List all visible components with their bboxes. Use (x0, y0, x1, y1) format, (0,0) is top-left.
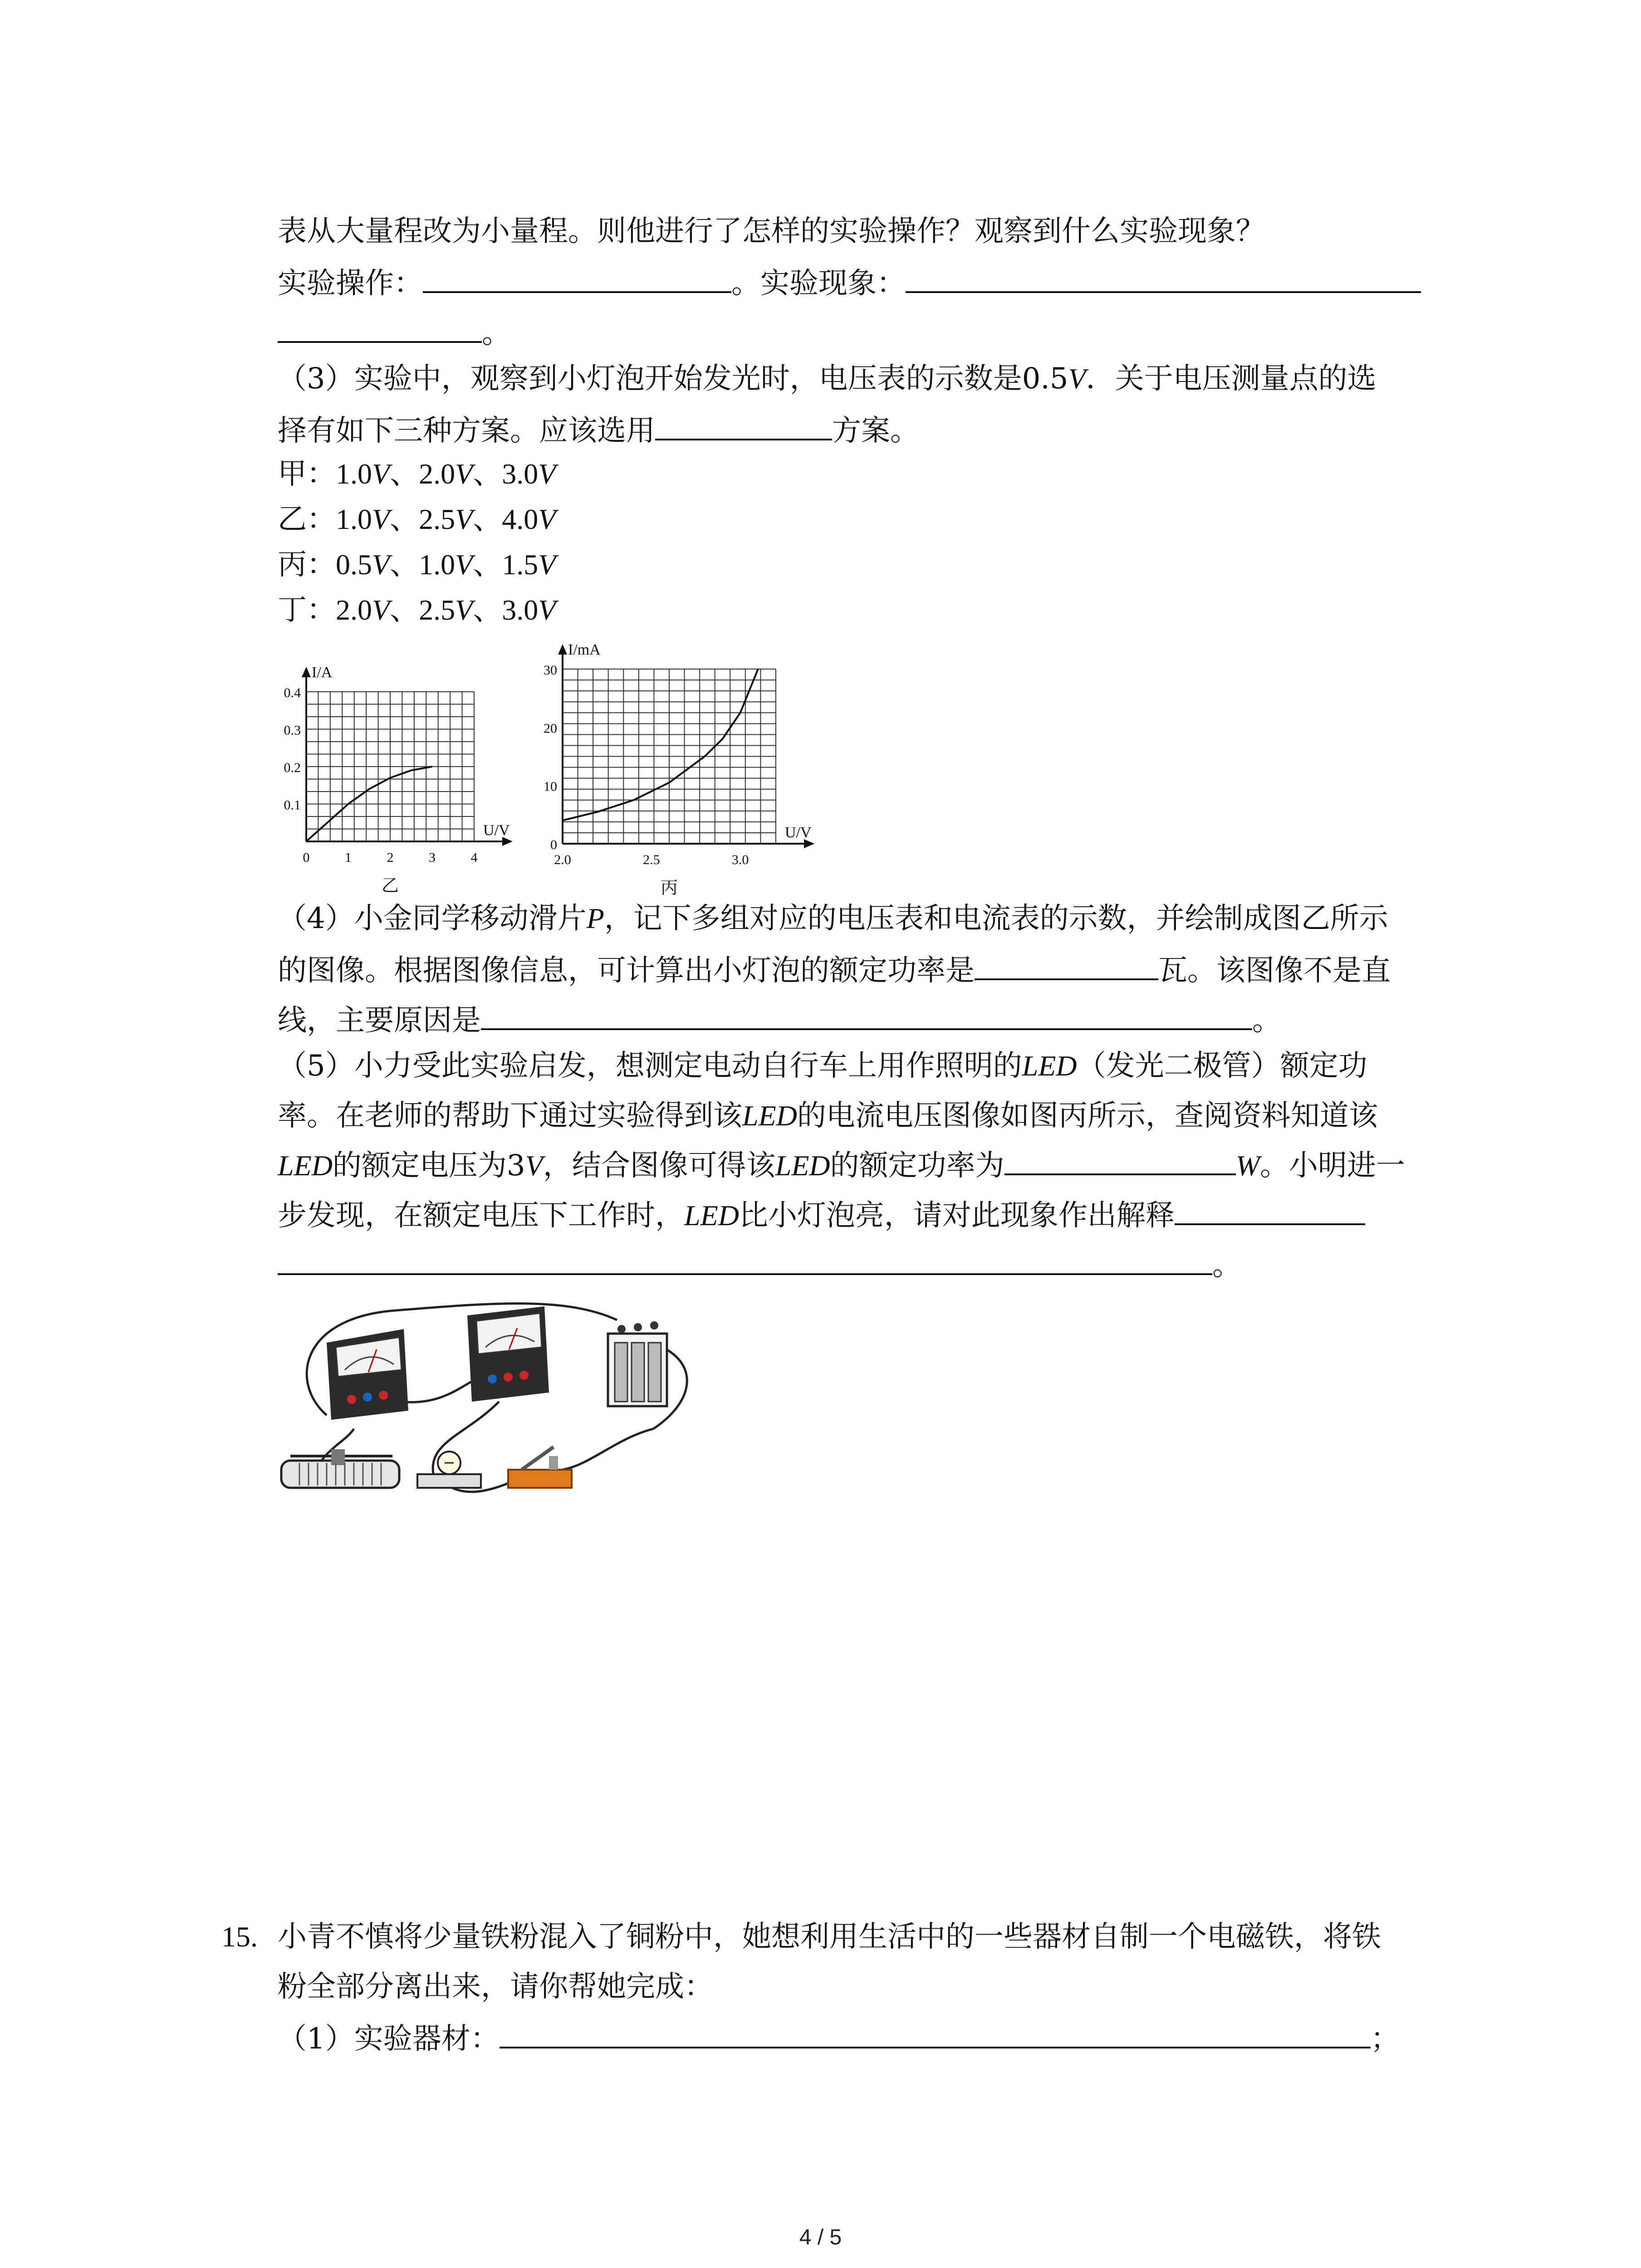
option-yi: 乙：1.0V、2.5V、4.0V (278, 503, 556, 536)
lamp (417, 1452, 481, 1488)
y-tick-label: 0.3 (284, 723, 301, 738)
x-tick-label: 4 (470, 850, 478, 865)
q14-p5-line3: LED的额定电压为3V，结合图像可得该LED的额定功率为 W。小明进一 (278, 1145, 1405, 1184)
answer-blank-scheme[interactable] (655, 411, 832, 440)
x-tick-label: 2 (387, 850, 394, 865)
circuit-figure (272, 1293, 726, 1501)
answer-blank-phenomenon-cont[interactable] (278, 313, 482, 343)
answer-blank-operation[interactable] (423, 263, 731, 293)
y-tick-label: 0 (550, 837, 557, 852)
q14-p2-line2: 实验操作： 。实验现象： (278, 263, 1421, 302)
rheostat (281, 1449, 399, 1488)
chart-bing (513, 635, 830, 912)
y-tick-label: 30 (544, 663, 557, 678)
option-bing: 丙：0.5V、1.0V、1.5V (278, 548, 556, 582)
option-ding: 丁：2.0V、2.5V、3.0V (278, 593, 556, 627)
q14-p5-line4: 步发现，在额定电压下工作时，LED比小灯泡亮，请对此现象作出解释 (278, 1195, 1365, 1234)
chart-caption: 乙 (381, 876, 399, 895)
x-tick-label: 1 (345, 850, 352, 865)
y-tick-label: 0.2 (284, 760, 301, 775)
q15-line2: 粉全部分离出来，请你帮她完成： (278, 1970, 713, 2004)
q14-p2-line3: 。 (278, 313, 511, 352)
x-tick-label: 3 (429, 850, 436, 865)
answer-blank-materials[interactable] (500, 2019, 1371, 2048)
chart-yi (268, 658, 522, 912)
y-tick-label: 20 (544, 721, 557, 736)
y-axis-label: I/mA (568, 641, 601, 658)
x-axis-label: U/V (483, 822, 510, 839)
x-tick-label: 0 (303, 850, 310, 865)
battery-box (608, 1321, 667, 1406)
chart-caption: 丙 (660, 879, 678, 898)
answer-blank-explanation-cont[interactable] (278, 1245, 1212, 1275)
y-tick-label: 10 (544, 779, 557, 794)
series-line (563, 669, 758, 821)
voltmeter (467, 1306, 549, 1402)
y-axis-arrow (558, 644, 567, 655)
y-axis-label: I/A (312, 664, 333, 681)
y-tick-label: 0.4 (284, 685, 301, 700)
q14-p3-line2: 择有如下三种方案。应该选用 方案。 (278, 411, 919, 449)
answer-blank-led-power[interactable] (1004, 1145, 1236, 1175)
answer-blank-reason[interactable] (481, 1000, 1252, 1030)
q15-number: 15. (221, 1921, 258, 1953)
option-jia: 甲：1.0V、2.0V、3.0V (278, 457, 556, 491)
q15-line1: 小青不慎将少量铁粉混入了铜粉中，她想利用生活中的一些器材自制一个电磁铁，将铁 (278, 1920, 1381, 1954)
switch (508, 1447, 572, 1488)
answer-blank-rated-power[interactable] (975, 950, 1158, 980)
q14-p4-line3: 线，主要原因是 。 (278, 1000, 1281, 1039)
ammeter (327, 1329, 408, 1420)
page-number: 4 / 5 (799, 2225, 842, 2249)
x-tick-label: 2.0 (554, 852, 571, 867)
x-tick-label: 3.0 (731, 852, 749, 867)
q14-p4-line2: 的图像。根据图像信息，可计算出小灯泡的额定功率是 瓦。该图像不是直 (278, 950, 1391, 989)
q14-p2-line1: 表从大量程改为小量程。则他进行了怎样的实验操作？观察到什么实验现象？ (278, 215, 1265, 248)
q14-p5-line1: （5）小力受此实验启发，想测定电动自行车上用作照明的LED（发光二极管）额定功 (278, 1049, 1367, 1083)
q14-p3-line1: （3）实验中，观察到小灯泡开始发光时，电压表的示数是0.5V．关于电压测量点的选 (278, 362, 1376, 396)
q15-line3: （1）实验器材： ； (278, 2019, 1400, 2057)
y-tick-label: 0.1 (284, 797, 301, 813)
answer-blank-phenomenon[interactable] (906, 263, 1421, 293)
x-tick-label: 2.5 (643, 852, 660, 867)
q14-p5-line2: 率。在老师的帮助下通过实验得到该LED的电流电压图像如图丙所示，查阅资料知道该 (278, 1099, 1378, 1133)
y-axis-arrow (302, 667, 311, 677)
x-axis-label: U/V (785, 824, 812, 841)
q14-p5-line5: 。 (278, 1245, 1241, 1284)
q14-p4-line1: （4）小金同学移动滑片P，记下多组对应的电压表和电流表的示数，并绘制成图乙所示 (278, 902, 1388, 935)
answer-blank-explanation[interactable] (1175, 1195, 1365, 1225)
